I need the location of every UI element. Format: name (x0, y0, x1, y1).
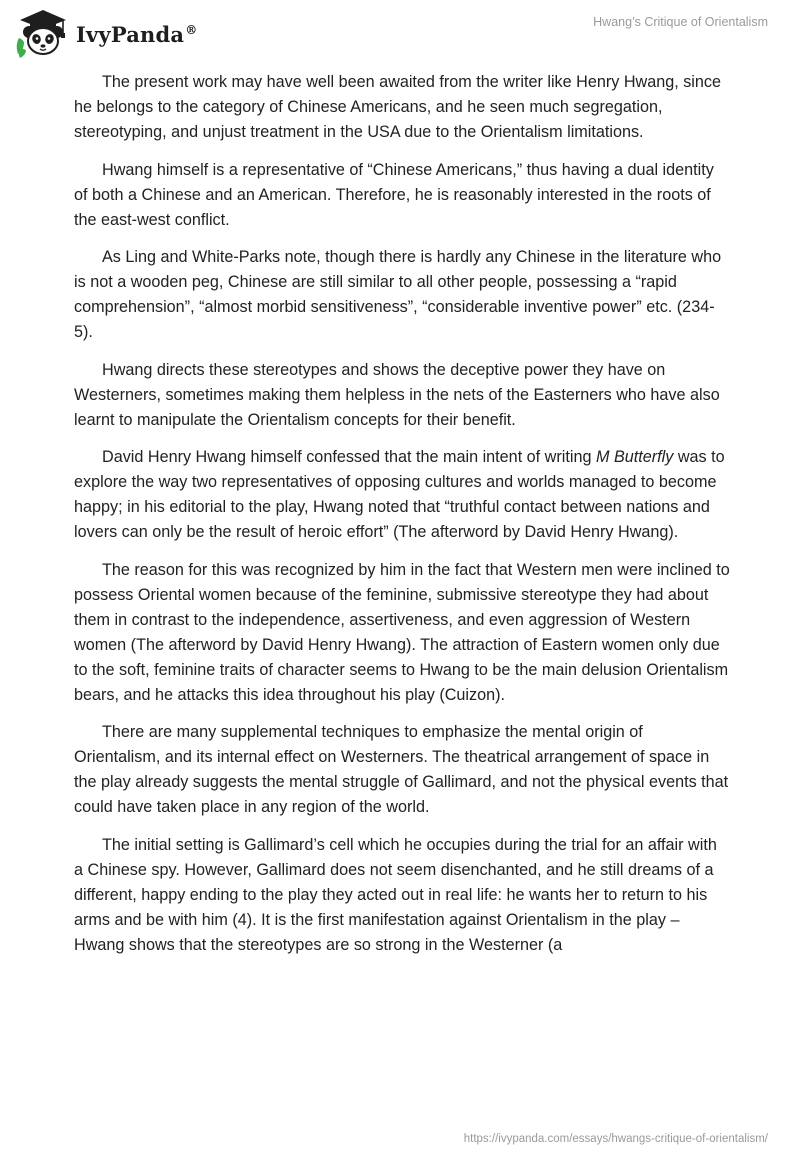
paragraph-5-after: was to explore the way two representatives of opposing cultures and worlds managed to become happy; in his editorial to the play, Hwang noted that “truthful contact between nations and lovers can only be the result of heroic effort” (The afterword by David Henry Hwang). (74, 448, 725, 541)
essay-body (74, 70, 730, 970)
ivypanda-logo[interactable] (14, 8, 197, 58)
paragraph-1: The present work may have well been awaited from the writer like Henry Hwang, since he belongs to the category of Chinese Americans, and he seen much segregation, stereotyping, and unjust treatment in the USA due to the Orientalism limitations. (74, 73, 721, 141)
paragraph-7: There are many supplemental techniques to emphasize the mental origin of Orientalism, and its internal effect on Westerners. The theatrical arrangement of space in the play already suggests the mental struggle of Gallimard, and not the physical events that could have taken place in any region of the world. (74, 723, 729, 816)
paragraph-8: The initial setting is Gallimard’s cell which he occupies during the trial for an affair with a Chinese spy. However, Gallimard does not seem disenchanted, and he still dreams of a different, happy ending to the play they acted out in real life: he wants her to return to his arms and be with him (4). It is the first manifestation against Orientalism in the play – Hwang shows that the stereotypes are so strong in the Westerner (a (74, 835, 717, 954)
logo-text (76, 22, 197, 47)
paragraph-4: Hwang directs these stereotypes and shows the deceptive power they have on Westerners, sometimes making them helpless in the nets of the Easterners who have also learnt to manipulate the Orientalism concepts for their benefit. (74, 360, 720, 429)
page-header (0, 0, 800, 62)
paragraph-2: Hwang himself is a representative of “Chinese Americans,” thus having a dual identity of both a Chinese and an American. Therefore, he is reasonably interested in the roots of the east-west conflict. (74, 160, 714, 229)
document-title: Hwang’s Critique of Orientalism (593, 15, 768, 29)
registered-mark: ® (185, 22, 198, 37)
play-title-italic: M Butterfly (595, 448, 674, 466)
paragraph-6: The reason for this was recognized by him in the fact that Western men were inclined to possess Oriental women because of the feminine, submissive stereotype they had about them in contrast to the independence, assertiveness, and even aggression of Western women (The afterword by David Henry Hwang). The attraction of Eastern women only due to the soft, feminine traits of character seems to Hwang to be the main delusion Orientalism bears, and he attacks this idea throughout his play (Cuizon). (74, 560, 730, 704)
panda-graduate-icon (14, 8, 72, 58)
paragraph-5 (74, 445, 730, 545)
paragraph-3: As Ling and White-Parks note, though there is hardly any Chinese in the literature who is not a wooden peg, Chinese are still similar to all other people, possessing a “rapid comprehension”, “almost morbid sensitiveness”, “considerable inventive power” etc. (234-5). (74, 248, 722, 341)
footer-url-link[interactable]: https://ivypanda.com/essays/hwangs-critique-of-orientalism/ (463, 1133, 768, 1145)
paragraph-5-before: David Henry Hwang himself confessed that the main intent of writing (102, 448, 596, 466)
logo-wordmark: IvyPanda (76, 21, 185, 47)
